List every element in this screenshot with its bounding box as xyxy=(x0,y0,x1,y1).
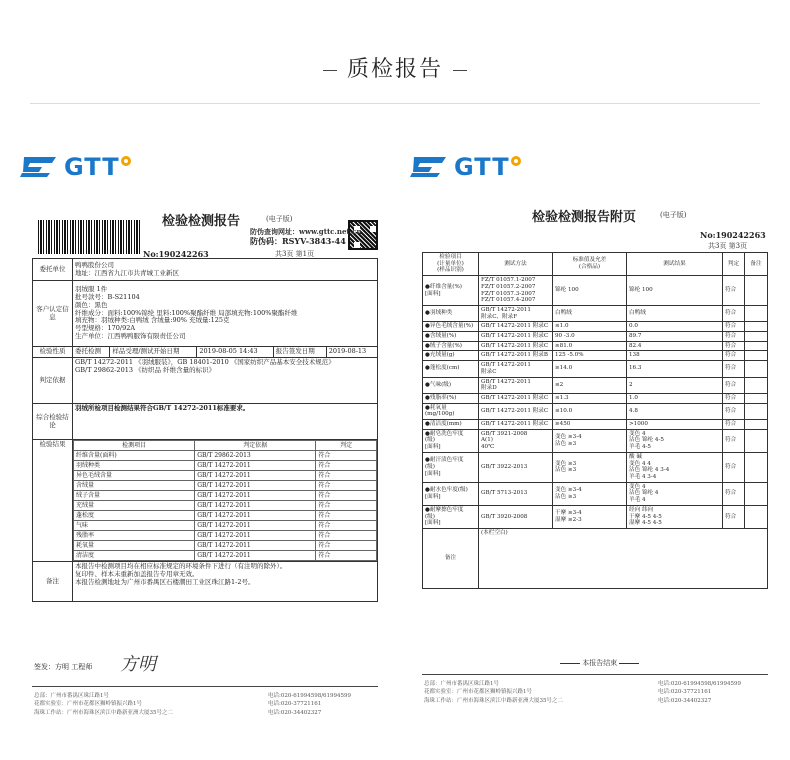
remark-cell xyxy=(73,562,378,602)
item-verdict: 符合 xyxy=(316,511,377,521)
footer-divider xyxy=(32,686,378,687)
item-name: 绒子含量 xyxy=(74,491,195,501)
sample-label: 客户认定信息 xyxy=(33,281,73,347)
page-info: 共3页 第3页 xyxy=(708,242,748,250)
conclusion-label: 综合检验结论 xyxy=(33,404,73,440)
end-mark-dash xyxy=(619,663,639,664)
appendix-method: GB/T 14272-2011 附录D xyxy=(479,377,553,393)
gtt-logo xyxy=(20,152,131,182)
item-name: 异色毛绒含量 xyxy=(74,471,195,481)
items-row xyxy=(74,531,377,541)
logo-dot-icon xyxy=(511,156,521,166)
items-header: 检测项目 xyxy=(74,441,195,451)
appendix-remark-text: (本栏空白) xyxy=(479,528,768,588)
appendix-row xyxy=(423,305,768,321)
footer-phone: 电话:020-34402327 xyxy=(658,697,712,704)
appendix-method: GB/T 14272-2011 附录C xyxy=(479,322,553,332)
gtt-logo-text: GTT xyxy=(64,153,120,181)
item-name: 羽绒种类 xyxy=(74,461,195,471)
appendix-row xyxy=(423,482,768,505)
appendix-note xyxy=(745,341,768,351)
appendix-row xyxy=(423,276,768,306)
appendix-verdict: 符合 xyxy=(723,322,745,332)
appendix-item: ●耐水色牢度(级) [面料] xyxy=(423,482,479,505)
appendix-note xyxy=(745,420,768,430)
appendix-standard: ≥450 xyxy=(553,420,627,430)
items-header: 判定依据 xyxy=(195,441,316,451)
appendix-row xyxy=(423,393,768,403)
appendix-note xyxy=(745,429,768,452)
items-row xyxy=(74,461,377,471)
end-mark xyxy=(560,658,639,668)
appendix-result: 变色 4 沾色 锦纶 4-5 羊毛 4-5 xyxy=(627,429,723,452)
conclusion-text: 羽绒所检项目检测结果符合GB/T 14272-2011标准要求。 xyxy=(73,404,378,440)
page-title xyxy=(0,52,790,83)
appendix-verdict: 符合 xyxy=(723,332,745,342)
page-title-text: 质检报告 xyxy=(346,57,443,82)
appendix-item: ●含绒量(%) xyxy=(423,332,479,342)
type-label: 检验性质 xyxy=(33,347,73,358)
item-name: 耗氧量 xyxy=(74,541,195,551)
appendix-result: 2 xyxy=(627,377,723,393)
appendix-item: ●气味(级) xyxy=(423,377,479,393)
appendix-result: 82.4 xyxy=(627,341,723,351)
edition-label: (电子版) xyxy=(660,211,687,219)
sample-line: 号型规格：170/92A xyxy=(75,324,136,333)
appendix-verdict: 符合 xyxy=(723,505,745,528)
dates-value: 2019-08-05 14:43 xyxy=(197,347,273,358)
appendix-note xyxy=(745,322,768,332)
appendix-verdict: 符合 xyxy=(723,351,745,361)
appendix-row xyxy=(423,322,768,332)
appendix-method: GB/T 14272-2011 附录C xyxy=(479,403,553,419)
appendix-note xyxy=(745,276,768,306)
appendix-item: ●异色毛绒含量(%) xyxy=(423,322,479,332)
appendix-header: 标准值及允差 (合格品) xyxy=(553,253,627,276)
appendix-note xyxy=(745,403,768,419)
item-name: 清洁度 xyxy=(74,551,195,561)
item-name: 纤维含量(面料) xyxy=(74,451,195,461)
appendix-method: GB/T 3920-2008 xyxy=(479,505,553,528)
appendix-note xyxy=(745,393,768,403)
footer-phone: 电话:020-61994598/61994599 xyxy=(268,693,352,699)
client-name: 鸭鸭股份公司 xyxy=(75,260,114,269)
appendix-method: GB/T 14272-2011 附录C xyxy=(479,332,553,342)
issue-value: 2019-08-13 xyxy=(326,347,377,358)
appendix-standard: ≤10.0 xyxy=(553,403,627,419)
appendix-item: ●耐皂洗色牢度 (级) [面料] xyxy=(423,429,479,452)
items-cell xyxy=(73,440,378,562)
appendix-verdict: 符合 xyxy=(723,403,745,419)
appendix-standard: 变色 ≥3-4 沾色 ≥3 xyxy=(553,429,627,452)
appendix-verdict: 符合 xyxy=(723,452,745,482)
basis-line: GB/T 29862-2013 《纺织品 纤维含量的标识》 xyxy=(75,365,216,374)
remark-line: 本报告检测地址为广州市番禺区石楼潮田工业区珠江路1-2号。 xyxy=(75,577,255,586)
item-verdict: 符合 xyxy=(316,451,377,461)
appendix-method: GB/T 14272-2011 附录C xyxy=(479,420,553,430)
item-verdict: 符合 xyxy=(316,541,377,551)
appendix-method: GB/T 3922-2013 xyxy=(479,452,553,482)
signature: 方明 xyxy=(120,654,156,675)
footer-phone: 电话:020-34402327 xyxy=(268,709,322,716)
appendix-item: ●纤维含量(%) [面料] xyxy=(423,276,479,306)
appendix-result: 0.0 xyxy=(627,322,723,332)
appendix-item: ●充绒量(g) xyxy=(423,351,479,361)
appendix-method: GB/T 14272-2011 附录C xyxy=(479,393,553,403)
client-cell xyxy=(73,259,378,281)
footer-address: 花都实验室：广州市花都区狮岭镇振兴路1号 xyxy=(424,689,533,696)
sample-line: 颜色：黑色 xyxy=(75,300,108,309)
appendix-standard: ≤1.0 xyxy=(553,322,627,332)
type-value: 委托检测 xyxy=(73,347,110,358)
item-basis: GB/T 14272-2011 xyxy=(195,551,316,561)
item-verdict: 符合 xyxy=(316,461,377,471)
report-number: No:190242263 xyxy=(143,249,209,259)
basis-label: 判定依据 xyxy=(33,358,73,404)
appendix-header: 检验项目 (计量单位) (样品识别) xyxy=(423,253,479,276)
appendix-result: >1000 xyxy=(627,420,723,430)
end-mark-text: 本报告结束 xyxy=(582,659,618,667)
item-verdict: 符合 xyxy=(316,531,377,541)
appendix-item: ●绒子含量(%) xyxy=(423,341,479,351)
items-row xyxy=(74,551,377,561)
appendix-verdict: 符合 xyxy=(723,482,745,505)
appendix-verdict: 符合 xyxy=(723,377,745,393)
appendix-result: 16.3 xyxy=(627,361,723,377)
appendix-note xyxy=(745,305,768,321)
remark-label: 备注 xyxy=(33,562,73,602)
appendix-item: ●耗氧量 (mg/100g) xyxy=(423,403,479,419)
item-name: 含绒量 xyxy=(74,481,195,491)
appendix-row xyxy=(423,429,768,452)
appendix-note xyxy=(745,377,768,393)
edition-label: (电子版) xyxy=(266,215,293,223)
item-basis: GB/T 14272-2011 xyxy=(195,511,316,521)
report-title: 检验检测报告 xyxy=(162,214,241,229)
item-basis: GB/T 14272-2011 xyxy=(195,481,316,491)
appendix-standard: 变色 ≥3 沾色 ≥3 xyxy=(553,452,627,482)
appendix-header: 判定 xyxy=(723,253,745,276)
sample-line: 生产单位：江西鸭鸭服饰有限责任公司 xyxy=(75,331,186,340)
appendix-method: GB/T 3921-2008 A(1) 40℃ xyxy=(479,429,553,452)
page-info: 共3页 第1页 xyxy=(275,250,315,258)
title-dash-right xyxy=(453,70,467,71)
appendix-item: ●蓬松度(cm) xyxy=(423,361,479,377)
appendix-result: 138 xyxy=(627,351,723,361)
footer-phones xyxy=(268,692,351,717)
appendix-verdict: 符合 xyxy=(723,305,745,321)
signer-line: 签发：方明 工程师 xyxy=(34,663,93,671)
appendix-result: 酸 碱 变色 4 4 沾色 锦纶 4 3-4 羊毛 4 3-4 xyxy=(627,452,723,482)
appendix-method: GB/T 14272-2011 附录C xyxy=(479,361,553,377)
item-basis: GB/T 14272-2011 xyxy=(195,521,316,531)
footer-phone: 电话:020-37721161 xyxy=(268,701,322,708)
appendix-item: ●残脂率(%) xyxy=(423,393,479,403)
appendix-row xyxy=(423,403,768,419)
items-row xyxy=(74,451,377,461)
appendix-row xyxy=(423,341,768,351)
appendix-row xyxy=(423,361,768,377)
appendix-result: 89.7 xyxy=(627,332,723,342)
gtt-logo-icon xyxy=(410,155,448,179)
appendix-remark-label: 备注 xyxy=(423,528,479,588)
footer-phones xyxy=(658,680,741,705)
issue-label: 报告签发日期 xyxy=(273,347,326,358)
item-basis: GB/T 14272-2011 xyxy=(195,501,316,511)
appendix-method: GB/T 14272-2011 附录C、附录F xyxy=(479,305,553,321)
item-verdict: 符合 xyxy=(316,551,377,561)
appendix-table xyxy=(422,252,768,589)
appendix-row xyxy=(423,332,768,342)
title-dash-left xyxy=(323,70,337,71)
sample-line: 填充物：羽绒种类:白鸭绒 含绒量:90% 充绒量:125克 xyxy=(75,316,230,325)
item-verdict: 符合 xyxy=(316,521,377,531)
item-basis: GB/T 14272-2011 xyxy=(195,471,316,481)
item-basis: GB/T 29862-2013 xyxy=(195,451,316,461)
sample-line: 纤维成分：面料:100%锦纶 里料:100%聚酯纤维 局部填充物:100%聚酯纤维 xyxy=(75,308,298,317)
item-name: 蓬松度 xyxy=(74,511,195,521)
appendix-method: GB/T 14272-2011 附录C xyxy=(479,341,553,351)
remark-line: 复印件、样本未重新加盖报告专用章无效。 xyxy=(75,569,199,578)
appendix-title: 检验检测报告附页 xyxy=(532,210,637,225)
report-number: No:190242263 xyxy=(700,230,766,240)
title-divider xyxy=(30,103,760,104)
logo-dot-icon xyxy=(121,156,131,166)
footer-address: 总部：广州市番禺区珠江路1号 xyxy=(34,693,110,699)
item-name: 气味 xyxy=(74,521,195,531)
appendix-item: ●耐汗渍色牢度 (级) [面料] xyxy=(423,452,479,482)
appendix-result: 4.8 xyxy=(627,403,723,419)
items-row xyxy=(74,501,377,511)
appendix-method: FZ/T 01057.1-2007 FZ/T 01057.2-2007 FZ/T 01057.3-2007 FZ/T 01057.4-2007 xyxy=(479,276,553,306)
remark-line: 本报告中检测项目均在相应标准规定的环境条件下进行（有注明的除外）。 xyxy=(75,562,287,570)
appendix-standard: 锦纶 100 xyxy=(553,276,627,306)
appendix-row xyxy=(423,377,768,393)
appendix-result: 变色 4 沾色 锦纶 4 羊毛 4 xyxy=(627,482,723,505)
appendix-standard: 125 -5.0% xyxy=(553,351,627,361)
appendix-item: ●耐摩擦色牢度 (级) [面料] xyxy=(423,505,479,528)
appendix-result: 经向 纬向 干摩 4-5 4-5 湿摩 4-5 4-5 xyxy=(627,505,723,528)
appendix-verdict: 符合 xyxy=(723,420,745,430)
appendix-result: 锦纶 100 xyxy=(627,276,723,306)
client-address: 地址：江西省九江市共青城工业新区 xyxy=(75,268,179,277)
sample-cell xyxy=(73,281,378,347)
appendix-body xyxy=(423,276,768,529)
footer-address: 总部：广州市番禺区珠江路1号 xyxy=(424,681,500,687)
appendix-note xyxy=(745,452,768,482)
item-basis: GB/T 14272-2011 xyxy=(195,531,316,541)
appendix-result: 白鸭绒 xyxy=(627,305,723,321)
items-row xyxy=(74,521,377,531)
appendix-verdict: 符合 xyxy=(723,341,745,351)
appendix-verdict: 符合 xyxy=(723,429,745,452)
footer-addresses xyxy=(34,692,173,717)
item-basis: GB/T 14272-2011 xyxy=(195,491,316,501)
item-basis: GB/T 14272-2011 xyxy=(195,541,316,551)
sample-line: 批号款号：B-S21104 xyxy=(75,293,140,301)
item-basis: GB/T 14272-2011 xyxy=(195,461,316,471)
appendix-verdict: 符合 xyxy=(723,393,745,403)
items-row xyxy=(74,491,377,501)
appendix-row xyxy=(423,452,768,482)
gtt-logo-text: GTT xyxy=(454,153,510,181)
item-name: 残脂率 xyxy=(74,531,195,541)
items-row xyxy=(74,511,377,521)
dates-label: 样品受理/测试开始日期 xyxy=(110,347,197,358)
anti-fake-site: 防伪查询网址：www.gttc.net.cn xyxy=(250,227,362,236)
appendix-header: 备注 xyxy=(745,253,768,276)
sample-line: 羽绒服 1件 xyxy=(75,285,108,294)
footer-address: 花都实验室：广州市花都区狮岭镇振兴路1号 xyxy=(34,701,143,708)
items-label: 检验结果 xyxy=(33,440,73,562)
footer-address: 海珠工作站：广州市海珠区滨江中路新亚洲大厦35号之二 xyxy=(424,697,564,704)
basis-line: GB/T 14272-2011 《羽绒服装》，GB 18401-2010 《国家纺织产品基本安全技术规范》 xyxy=(75,358,335,366)
appendix-standard: 90 -3.0 xyxy=(553,332,627,342)
footer-address: 海珠工作站：广州市海珠区滨江中路新亚洲大厦35号之二 xyxy=(34,709,174,716)
report-page-1 xyxy=(20,140,380,740)
appendix-note xyxy=(745,482,768,505)
appendix-note xyxy=(745,505,768,528)
items-table xyxy=(73,440,377,561)
appendix-standard: 干摩 ≥3-4 湿摩 ≥2-3 xyxy=(553,505,627,528)
appendix-verdict: 符合 xyxy=(723,361,745,377)
appendix-result: 1.0 xyxy=(627,393,723,403)
item-name: 充绒量 xyxy=(74,501,195,511)
footer-phone: 电话:020-61994598/61994599 xyxy=(658,681,742,687)
basis-cell xyxy=(73,358,378,404)
appendix-standard: 变色 ≥3-4 沾色 ≥3 xyxy=(553,482,627,505)
appendix-standard: 白鸭绒 xyxy=(553,305,627,321)
footer-addresses xyxy=(424,680,563,705)
item-verdict: 符合 xyxy=(316,501,377,511)
report-page-3 xyxy=(410,140,770,740)
appendix-standard: ≤1.3 xyxy=(553,393,627,403)
appendix-standard: ≥14.0 xyxy=(553,361,627,377)
footer-divider xyxy=(422,674,768,675)
appendix-item: ●清洁度(mm) xyxy=(423,420,479,430)
appendix-item: ●羽绒种类 xyxy=(423,305,479,321)
item-verdict: 符合 xyxy=(316,491,377,501)
appendix-header: 测试方法 xyxy=(479,253,553,276)
appendix-row xyxy=(423,420,768,430)
report-main-table xyxy=(32,258,378,602)
items-header: 判定 xyxy=(316,441,377,451)
appendix-standard: ≤2 xyxy=(553,377,627,393)
appendix-row xyxy=(423,505,768,528)
appendix-row xyxy=(423,351,768,361)
barcode xyxy=(38,220,142,254)
appendix-note xyxy=(745,361,768,377)
appendix-note xyxy=(745,351,768,361)
appendix-standard: ≥81.0 xyxy=(553,341,627,351)
client-label: 委托单位 xyxy=(33,259,73,281)
item-verdict: 符合 xyxy=(316,471,377,481)
appendix-verdict: 符合 xyxy=(723,276,745,306)
items-row xyxy=(74,541,377,551)
appendix-note xyxy=(745,332,768,342)
appendix-method: GB/T 5713-2013 xyxy=(479,482,553,505)
item-verdict: 符合 xyxy=(316,481,377,491)
items-row xyxy=(74,481,377,491)
items-row xyxy=(74,471,377,481)
anti-fake-code: 防伪码：RSYV-3843-44 xyxy=(250,236,346,246)
end-mark-dash xyxy=(560,663,580,664)
footer-phone: 电话:020-37721161 xyxy=(658,689,712,696)
gtt-logo xyxy=(410,152,521,182)
gtt-logo-icon xyxy=(20,155,58,179)
appendix-method: GB/T 14272-2011 附录B xyxy=(479,351,553,361)
appendix-header: 测试结果 xyxy=(627,253,723,276)
